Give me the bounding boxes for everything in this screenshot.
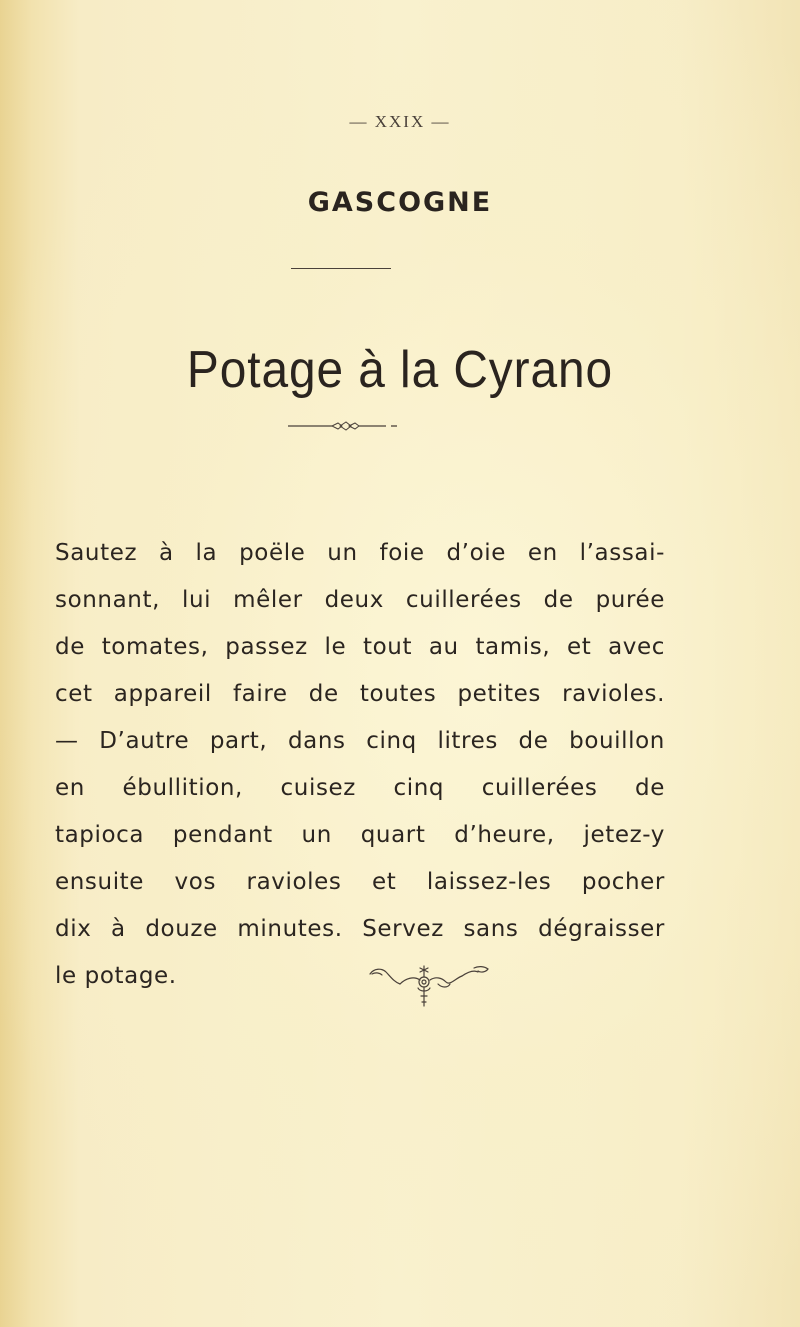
- floral-tailpiece-icon: [368, 960, 490, 1010]
- body-line: sonnant, lui mêler deux cuillerées de purée: [55, 587, 665, 613]
- page-number: — XXIX —: [349, 112, 451, 131]
- body-line: — D’autre part, dans cinq litres de bouillon: [55, 728, 665, 754]
- recipe-body: [55, 530, 665, 1000]
- body-line: le potage.: [55, 963, 177, 989]
- body-line: tapioca pendant un quart d’heure, jetez-y: [55, 822, 665, 848]
- body-line: dix à douze minutes. Servez sans dégraisser: [55, 916, 665, 942]
- heading-rule: [291, 268, 391, 269]
- fleuron-rule-ornament: [288, 417, 398, 433]
- body-line: ensuite vos ravioles et laissez-les pocher: [55, 869, 665, 895]
- region-heading: GASCOGNE: [307, 187, 493, 218]
- body-line: Sautez à la poële un foie d’oie en l’assai-: [55, 540, 665, 566]
- body-line: en ébullition, cuisez cinq cuillerées de: [55, 775, 665, 801]
- body-line: de tomates, passez le tout au tamis, et avec: [55, 634, 665, 660]
- recipe-title: Potage à la Cyrano: [186, 341, 614, 399]
- body-line: cet appareil faire de toutes petites ravioles.: [55, 681, 665, 707]
